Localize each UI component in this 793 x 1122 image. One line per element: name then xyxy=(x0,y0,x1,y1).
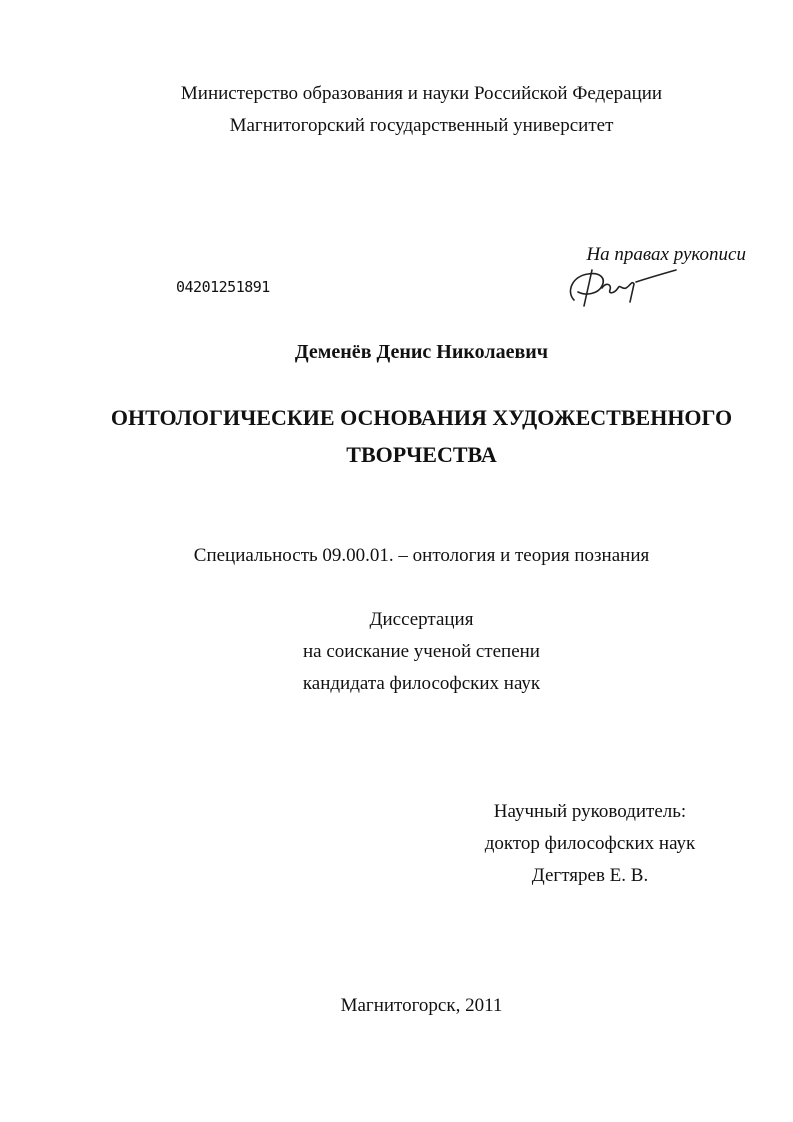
dissertation-title-line-2: ТВОРЧЕСТВА xyxy=(346,442,497,467)
degree-line-1: на соискание ученой степени xyxy=(303,641,540,662)
dissertation-label: Диссертация xyxy=(369,609,474,630)
catalog-number: 04201251891 xyxy=(176,278,270,296)
supervisor-name: Дегтярев Е. В. xyxy=(531,865,649,886)
handwritten-signature xyxy=(562,262,682,312)
manuscript-note: На правах рукописи xyxy=(586,244,746,265)
university-name: Магнитогорский государственный университет xyxy=(229,115,614,136)
specialty: Специальность 09.00.01. – онтология и теория познания xyxy=(193,545,650,566)
place-and-year: Магнитогорск, 2011 xyxy=(340,995,503,1016)
author-name: Деменёв Денис Николаевич xyxy=(294,341,549,363)
degree-line-2: кандидата философских наук xyxy=(302,673,541,694)
ministry-name: Министерство образования и науки Российской Федерации xyxy=(180,83,663,104)
supervisor-degree: доктор философских наук xyxy=(484,833,696,854)
dissertation-title-line-1: ОНТОЛОГИЧЕСКИЕ ОСНОВАНИЯ ХУДОЖЕСТВЕННОГО xyxy=(110,405,733,430)
supervisor-label: Научный руководитель: xyxy=(493,801,687,822)
